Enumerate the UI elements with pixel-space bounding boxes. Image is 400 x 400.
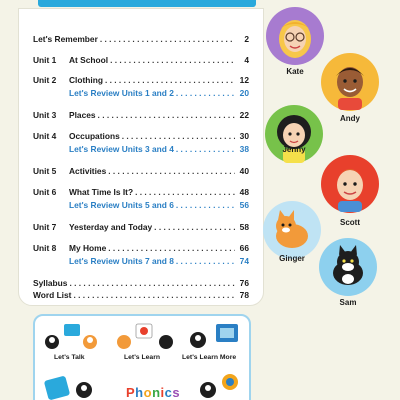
toc-leader-dots [108, 243, 235, 253]
toc-leader-dots [176, 256, 235, 266]
toc-leader-dots [69, 278, 235, 288]
toc-unit-number: Unit 7 [33, 222, 57, 232]
phonics-letters: Phonics [126, 385, 181, 400]
sam-portrait [318, 237, 378, 297]
toc-entry [33, 278, 249, 290]
ginger-label: Ginger [279, 254, 305, 263]
toc-page-number: 22 [239, 110, 249, 120]
toc-leader-dots [154, 222, 235, 232]
toc-entry [33, 131, 249, 143]
toc-page-number: 58 [239, 222, 249, 232]
lets-learn-label: Let's Learn [124, 354, 160, 361]
toc-title: Syllabus [33, 278, 68, 288]
toc-leader-dots [176, 88, 235, 98]
toc-leader-dots [100, 34, 235, 44]
toc-page-number: 74 [239, 256, 249, 266]
lets-learn-more-icon [184, 320, 248, 352]
toc-leader-dots [110, 55, 235, 65]
toc-title: Clothing [69, 75, 103, 85]
header-tab [38, 0, 256, 7]
sam-label: Sam [339, 298, 357, 307]
toc-unit-number: Unit 8 [33, 243, 57, 253]
song-icon [42, 374, 102, 400]
toc-title: Yesterday and Today [69, 222, 153, 232]
toc-title: Places [69, 110, 96, 120]
toc-leader-dots [98, 110, 235, 120]
andy-portrait [320, 52, 380, 112]
toc-title: Activities [69, 166, 107, 176]
toc-entry [33, 55, 249, 67]
jenny-portrait [264, 104, 324, 164]
lets-learn-icon [114, 322, 178, 352]
lets-talk-label: Let's Talk [54, 354, 85, 361]
toc-entry [33, 75, 249, 87]
toc-entry [33, 243, 249, 255]
toc-page-number: 66 [239, 243, 249, 253]
andy-label: Andy [340, 114, 360, 123]
toc-leader-dots [122, 131, 235, 141]
toc-title: Let's Remember [33, 34, 98, 44]
toc-title: Let's Review Units 5 and 6 [69, 200, 174, 210]
toc-leader-dots [108, 166, 235, 176]
award-icon [194, 372, 244, 400]
toc-page-number: 40 [239, 166, 249, 176]
toc-entry [33, 187, 249, 199]
toc-page-number: 56 [239, 200, 249, 210]
lets-talk-icon [40, 322, 104, 352]
toc-unit-number: Unit 1 [33, 55, 57, 65]
toc-page-number: 20 [239, 88, 249, 98]
toc-leader-dots [73, 290, 235, 300]
toc-page-number: 48 [239, 187, 249, 197]
toc-leader-dots [105, 75, 235, 85]
ginger-portrait [262, 200, 322, 260]
kate-label: Kate [286, 67, 304, 76]
toc-page-number: 12 [239, 75, 249, 85]
toc-page-number: 76 [239, 278, 249, 288]
toc-leader-dots [135, 187, 235, 197]
toc-review-entry [33, 200, 249, 212]
toc-page-number: 38 [239, 144, 249, 154]
toc-unit-number: Unit 6 [33, 187, 57, 197]
toc-entry [33, 290, 249, 302]
phonics-title [126, 385, 180, 400]
jenny-label: Jenny [282, 145, 306, 154]
toc-review-entry [33, 88, 249, 100]
toc-entry [33, 34, 249, 46]
toc-unit-number: Unit 4 [33, 131, 57, 141]
toc-title: Let's Review Units 7 and 8 [69, 256, 174, 266]
toc-title: At School [69, 55, 109, 65]
toc-page-number: 4 [244, 55, 249, 65]
toc-unit-number: Unit 2 [33, 75, 57, 85]
toc-entry [33, 222, 249, 234]
toc-unit-number: Unit 3 [33, 110, 57, 120]
toc-page-number: 78 [239, 290, 249, 300]
toc-page-number: 30 [239, 131, 249, 141]
toc-leader-dots [176, 200, 235, 210]
lets-learn-more-label: Let's Learn More [182, 354, 237, 361]
toc-leader-dots [176, 144, 235, 154]
toc-title: Let's Review Units 1 and 2 [69, 88, 174, 98]
toc-review-entry [33, 144, 249, 156]
toc-unit-number: Unit 5 [33, 166, 57, 176]
toc-title: Word List [33, 290, 72, 300]
toc-title: Let's Review Units 3 and 4 [69, 144, 174, 154]
toc-title: What Time Is It? [69, 187, 134, 197]
toc-review-entry [33, 256, 249, 268]
toc-title: Occupations [69, 131, 120, 141]
toc-entry [33, 110, 249, 122]
toc-page-number: 2 [244, 34, 249, 44]
kate-portrait [265, 6, 325, 66]
scott-portrait [320, 154, 380, 214]
toc-title: My Home [69, 243, 107, 253]
scott-label: Scott [340, 218, 360, 227]
toc-entry [33, 166, 249, 178]
